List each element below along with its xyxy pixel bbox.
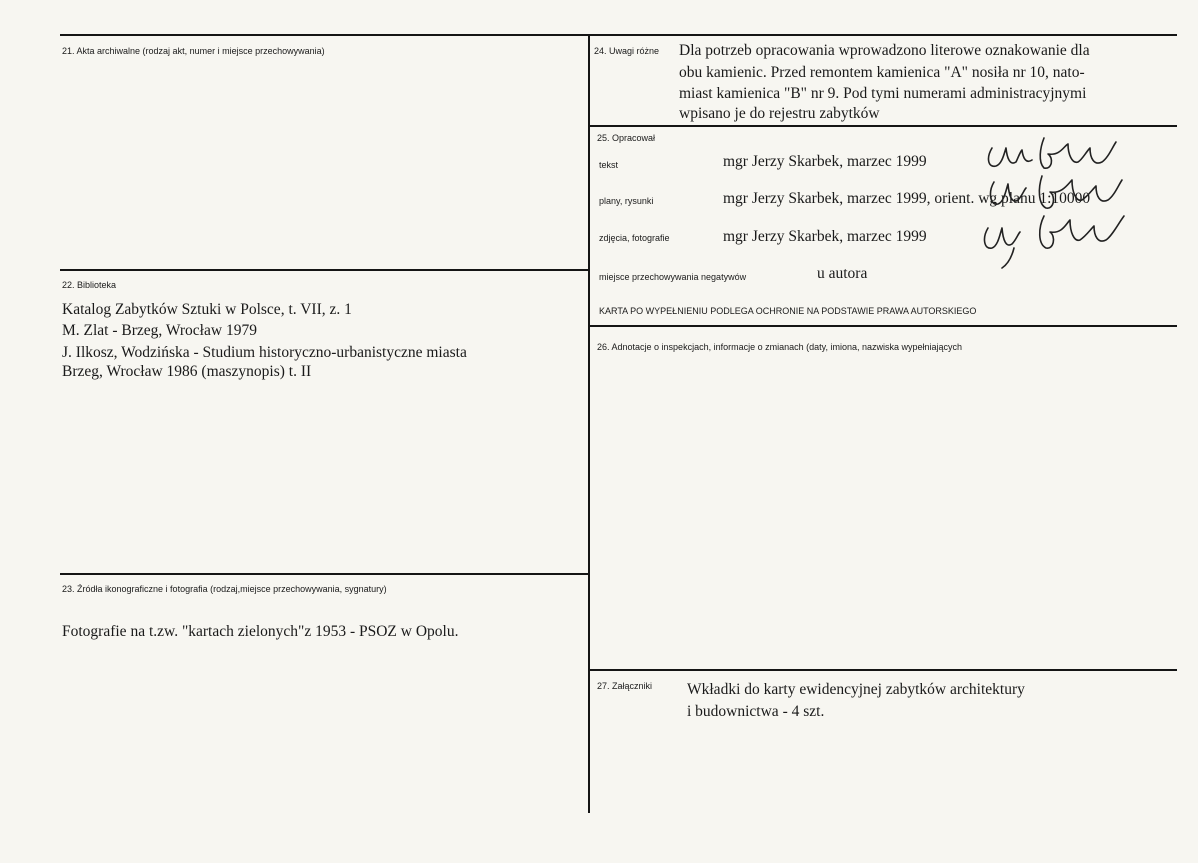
section-21-label: 21. Akta archiwalne (rodzaj akt, numer i miejsce przechowywania): [62, 46, 325, 56]
tekst-label: tekst: [599, 160, 619, 170]
section-22-label: 22. Biblioteka: [62, 280, 117, 290]
section-22-line-2: M. Zlat - Brzeg, Wrocław 1979: [62, 322, 257, 339]
section-22-line-4: Brzeg, Wrocław 1986 (maszynopis) t. II: [62, 363, 312, 380]
section-27-label: 27. Załączniki: [597, 681, 653, 691]
section-24-line-1: Dla potrzeb opracowania wprowadzono literowe oznakowanie dla: [679, 42, 1090, 59]
section-23-text: Fotografie na t.zw. "kartach zielonych"z 1953 - PSOZ w Opolu.: [62, 623, 459, 640]
top-border-line: [60, 34, 1177, 36]
section-22-line-3: J. Ilkosz, Wodzińska - Studium historyczno-urbanistyczne miasta: [62, 344, 467, 361]
section-23-label: 23. Źródła ikonograficzne i fotografia (rodzaj,miejsce przechowywania, sygnatury): [62, 584, 387, 594]
center-divider-line: [588, 34, 590, 813]
divider-21-22: [60, 269, 589, 271]
section-24-line-2: obu kamienic. Przed remontem kamienica "A" nosiła nr 10, nato-: [679, 64, 1085, 81]
divider-22-23: [60, 573, 589, 575]
section-25-label: 25. Opracował: [597, 133, 656, 143]
negatives-label: miejsce przechowywania negatywów: [599, 272, 747, 282]
tekst-value: mgr Jerzy Skarbek, marzec 1999: [723, 153, 927, 170]
plany-label: plany, rysunki: [599, 196, 654, 206]
divider-25-26: [589, 325, 1177, 327]
divider-26-27: [589, 669, 1177, 671]
section-24-line-4: wpisano je do rejestru zabytków: [679, 105, 880, 122]
section-27-line-2: i budownictwa - 4 szt.: [687, 703, 825, 720]
section-27-line-1: Wkładki do karty ewidencyjnej zabytków architektury: [687, 681, 1025, 698]
section-22-line-1: Katalog Zabytków Sztuki w Polsce, t. VII, z. 1: [62, 301, 352, 318]
section-26-label: 26. Adnotacje o inspekcjach, informacje o zmianach (daty, imiona, nazwiska wypełniających: [597, 342, 963, 352]
signature-zdjecia: [978, 202, 1148, 272]
plany-value: mgr Jerzy Skarbek, marzec 1999, orient. wg planu 1:10000: [723, 190, 1091, 207]
section-24-label: 24. Uwagi różne: [594, 46, 660, 56]
copyright-notice: KARTA PO WYPEŁNIENIU PODLEGA OCHRONIE NA PODSTAWIE PRAWA AUTORSKIEGO: [599, 306, 977, 316]
negatives-value: u autora: [817, 265, 868, 282]
zdjecia-label: zdjęcia, fotografie: [599, 233, 670, 243]
zdjecia-value: mgr Jerzy Skarbek, marzec 1999: [723, 228, 927, 245]
divider-24-25: [589, 125, 1177, 127]
section-24-line-3: miast kamienica "B" nr 9. Pod tymi numerami administracyjnymi: [679, 85, 1087, 102]
